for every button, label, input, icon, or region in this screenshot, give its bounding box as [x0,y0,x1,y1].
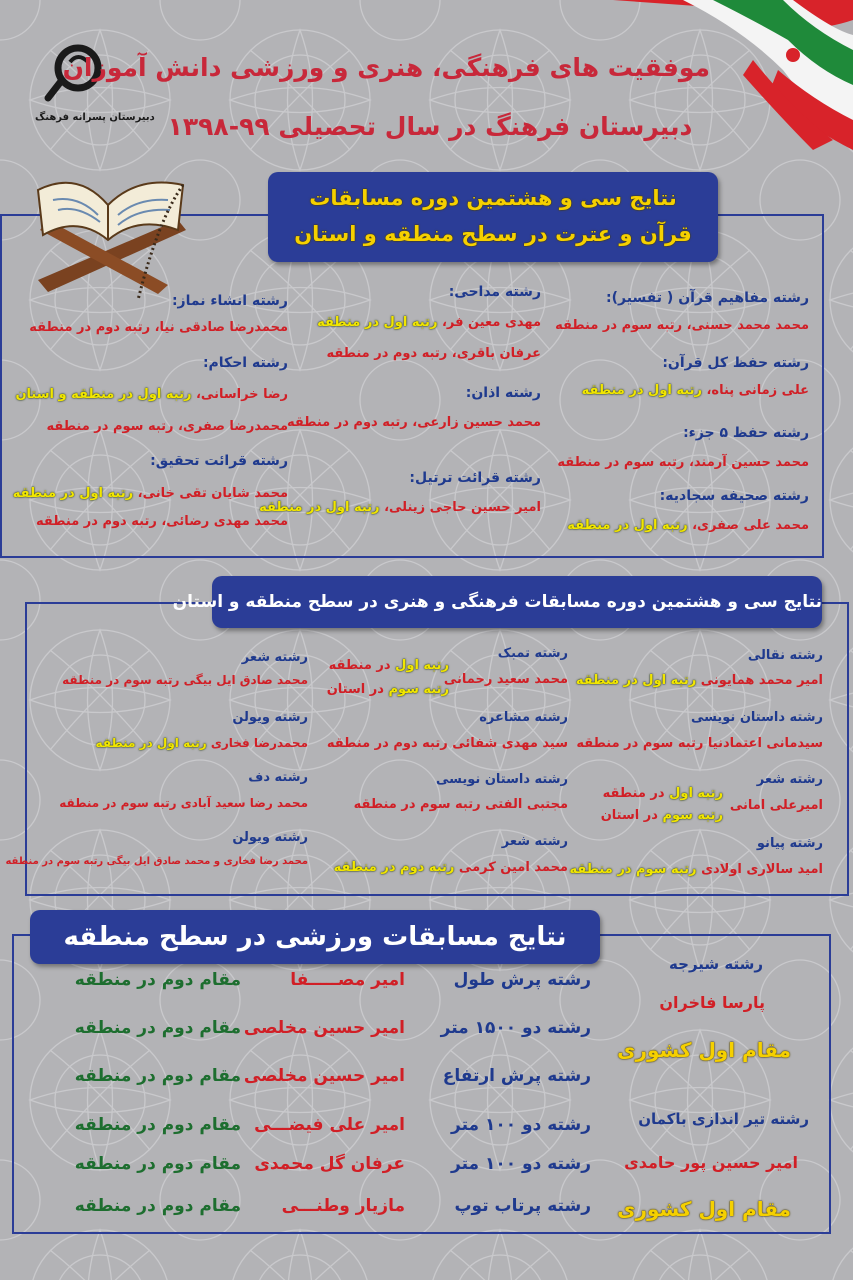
c-r3-rank-a: رتبه اول در منطقه [602,786,723,801]
c-r1-label: رشته نقالی [747,648,823,663]
c-l4-entry: محمد رضا فخاری و محمد صادق ایل بیگی رتبه سوم در منطقه [5,856,308,867]
q-r4-label: رشته صحیفه سجادیه: [659,488,809,504]
culture-banner: نتایج سی و هشتمین دوره مسابقات فرهنگی و هنری در سطح منطقه و استان [212,576,822,628]
q-l4-label: رشته قرائت تحقیق: [150,453,288,469]
c-r2-entry: سیدمانی اعتمادنیا رتبه سوم در منطقه [576,736,823,751]
q-m3-label: رشته اذان: [465,385,541,401]
c-l2-label: رشته ویولن [232,710,308,725]
sports-name-2: امیر حسین مخلصی [243,1066,405,1086]
c-m2-label: رشته مشاعره [479,710,568,725]
c-r4-label: رشته پیانو [756,836,823,851]
q-l3-entry: محمدرضا صفری، رتبه سوم در منطقه [46,419,288,434]
c-l3-label: رشته دف [248,770,308,785]
s-archery-name: امیر حسین پور حامدی [624,1153,798,1172]
c-m4-label: رشته شعر [501,834,568,849]
c-r3-rank-b: رتبه سوم در استان [600,808,723,823]
sports-name-4: عرفان گل محمدی [254,1154,405,1174]
sports-event-0: رشته پرش طول [453,970,591,990]
q-m2-entry: عرفان باقری، رتبه دوم در منطقه [326,346,541,361]
c-l2-entry: محمدرضا فخاری رتبه اول در منطقه [95,736,308,750]
quran-banner-line2: قرآن و عترت در سطح منطقه و استان [294,222,692,246]
c-r3-name: امیرعلی امانی [729,798,823,813]
q-r1-label: رشته مفاهیم قرآن ( تفسیر): [606,290,809,306]
q-m3-entry: محمد حسین زارعی، رتبه دوم در منطقه [286,415,541,430]
q-m1-label: رشته مداحی: [448,284,541,300]
c-r1-entry: امیر محمد همایونی رتبه اول در منطقه [575,673,823,688]
sports-name-1: امیر حسین مخلصی [243,1018,405,1038]
c-m4-entry: محمد امین کرمی رتبه دوم در منطقه [333,860,568,875]
q-r3-entry: محمد حسین آرمند، رتبه سوم در منطقه [557,455,809,470]
quran-book-icon [18,160,198,310]
sports-rank-0: مقام دوم در منطقه [74,970,241,990]
q-l1-entry: محمدرضا صادقی نیا، رتبه دوم در منطقه [29,320,288,335]
c-l3-entry: محمد رضا سعید آبادی رتبه سوم در منطقه [59,796,308,810]
q-l2-entry: رضا خراسانی، رتبه اول در منطقه و استان [15,387,288,402]
sports-event-1: رشته دو ۱۵۰۰ متر [440,1018,591,1038]
c-r4-entry: امید سالاری اولادی رتبه سوم در منطقه [569,862,823,877]
s-swim-label: رشته شیرجه [669,955,763,973]
sports-event-3: رشته دو ۱۰۰ متر [451,1115,591,1135]
q-l2-label: رشته احکام: [202,355,288,371]
sports-event-2: رشته پرش ارتفاع [442,1066,591,1086]
page-title-line2: دبیرستان فرهنگ در سال تحصیلی ۹۹-۱۳۹۸ [167,112,693,141]
c-m1-name: محمد سعید رحمانی [443,672,568,687]
c-m3-label: رشته داستان نویسی [436,772,568,787]
c-m2-entry: سید مهدی شفائی رتبه دوم در منطقه [326,736,568,751]
sports-rank-2: مقام دوم در منطقه [74,1066,241,1086]
sports-name-5: مازیار وطنـــی [281,1196,405,1216]
s-swim-rank: مقام اول کشوری [617,1038,791,1062]
page-title-line1: موفقیت های فرهنگی، هنری و ورزشی دانش آموزان [62,53,710,82]
q-r2-label: رشته حفظ کل قرآن: [662,355,809,371]
q-r3-label: رشته حفظ ۵ جزء: [683,425,809,441]
sports-rank-1: مقام دوم در منطقه [74,1018,241,1038]
c-l1-entry: محمد صادق ایل بیگی رتبه سوم در منطقه [62,673,308,687]
q-r2-entry: علی زمانی پناه، رتبه اول در منطقه [581,383,809,398]
q-l5-entry: محمد مهدی رضائی، رتبه دوم در منطقه [35,514,288,529]
sports-rank-4: مقام دوم در منطقه [74,1154,241,1174]
c-m3-entry: مجتبی الفتی رتبه سوم در منطقه [353,797,568,812]
s-swim-name: پارسا فاخران [659,993,765,1012]
q-m4-entry: امیر حسین حاجی زینلی، رتبه اول در منطقه [259,500,541,515]
sports-banner: نتایج مسابقات ورزشی در سطح منطقه [30,910,600,964]
sports-rank-3: مقام دوم در منطقه [74,1115,241,1135]
sports-event-4: رشته دو ۱۰۰ متر [451,1154,591,1174]
quran-banner-line1: نتایج سی و هشتمین دوره مسابقات [309,186,677,210]
s-archery-label: رشته تیر اندازی باکمان [638,1110,809,1128]
c-r2-label: رشته داستان نویسی [691,710,823,725]
logo-caption: دبیرستان پسرانه فرهنگ [35,112,155,123]
c-m1-label: رشته تمبک [497,646,568,661]
q-m4-label: رشته قرائت ترتیل: [409,470,541,486]
q-m1-entry: مهدی معین فر، رتبه اول در منطقه [317,315,541,330]
s-archery-rank: مقام اول کشوری [617,1197,791,1221]
c-r3-label: رشته شعر [756,772,823,787]
sports-event-5: رشته پرتاب توپ [454,1196,591,1216]
c-m1-rank-b: رتبه سوم در استان [326,682,449,697]
c-l4-label: رشته ویولن [232,830,308,845]
quran-banner [268,172,718,262]
q-r4-entry: محمد علی صفری، رتبه اول در منطقه [567,518,809,533]
sports-name-0: امیر مصـــــفا [290,970,405,990]
c-l1-label: رشته شعر [241,650,308,665]
q-r1-entry: محمد محمد حسنی، رتبه سوم در منطقه [555,318,809,333]
c-m1-rank-a: رتبه اول در منطقه [328,658,449,673]
q-l1-label: رشته انشاء نماز: [171,293,288,309]
q-l4-entry: محمد شایان تقی خانی، رتبه اول در منطقه [12,486,288,501]
sports-rank-5: مقام دوم در منطقه [74,1196,241,1216]
sports-name-3: امیر علی فیضـــی [254,1115,405,1135]
